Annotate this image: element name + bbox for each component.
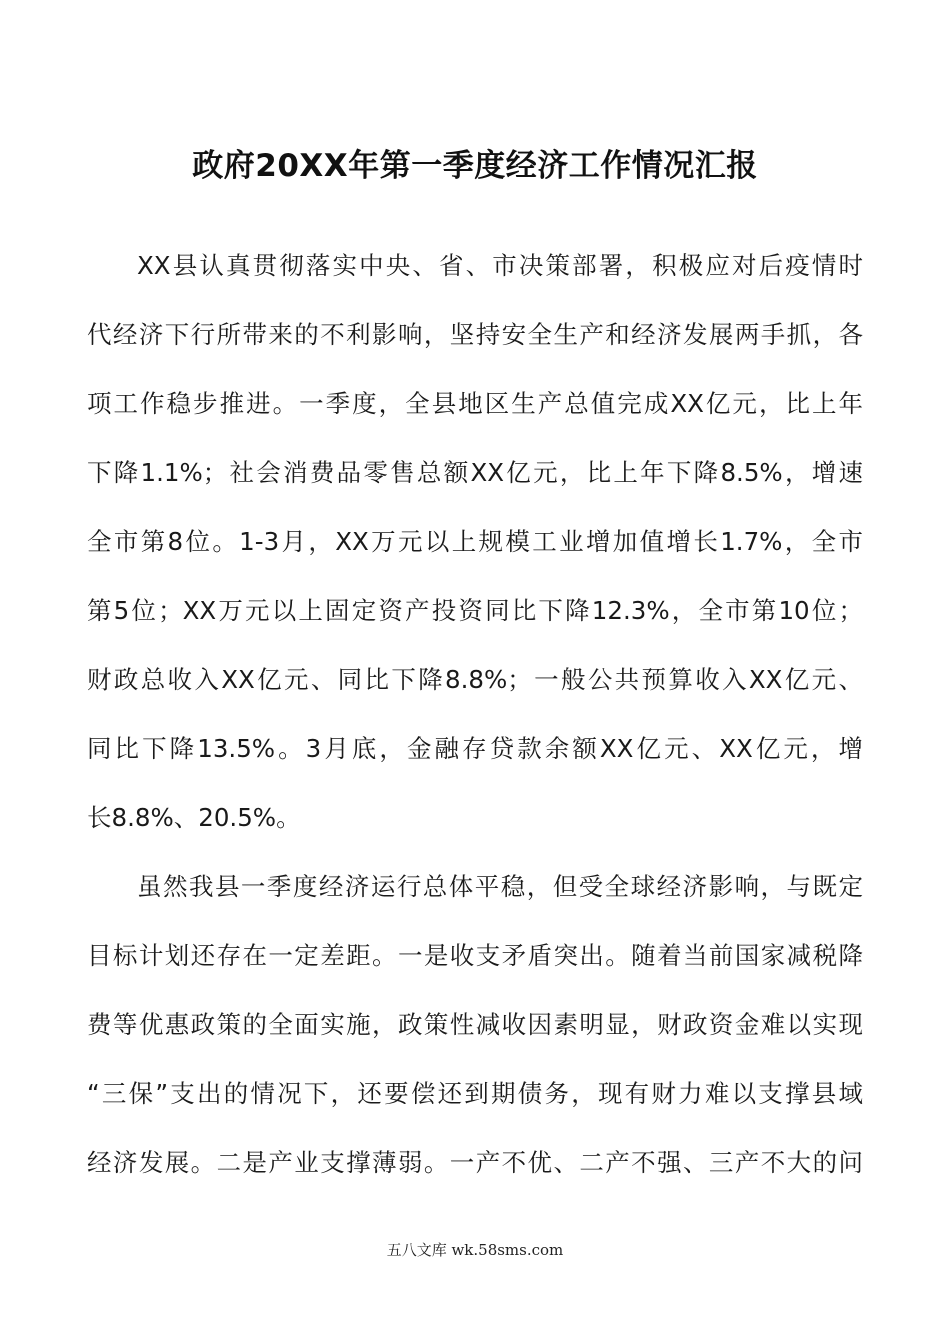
paragraph-2-line-3: 费等优惠政策的全面实施，政策性减收因素明显，财政资金难以实现	[87, 1010, 863, 1039]
paragraph-2-line-1: 虽然我县一季度经济运行总体平稳，但受全球经济影响，与既定	[137, 872, 863, 901]
paragraph-2-line-2: 目标计划还存在一定差距。一是收支矛盾突出。随着当前国家减税降	[87, 941, 863, 970]
paragraph-2-line-5: 经济发展。二是产业支撑薄弱。一产不优、二产不强、三产不大的问	[87, 1148, 863, 1177]
paragraph-1-line-8: 同比下降13.5%。3月底，金融存贷款余额XX亿元、XX亿元，增	[87, 734, 863, 763]
paragraph-1-line-4: 下降1.1%；社会消费品零售总额XX亿元，比上年下降8.5%，增速	[87, 458, 863, 487]
paragraph-1-line-6: 第5位；XX万元以上固定资产投资同比下降12.3%，全市第10位；	[87, 596, 863, 625]
paragraph-1-line-9: 长8.8%、20.5%。	[87, 803, 301, 832]
paragraph-1-line-5: 全市第8位。1-3月，XX万元以上规模工业增加值增长1.7%，全市	[87, 527, 863, 556]
document-title: 政府20XX年第一季度经济工作情况汇报	[192, 148, 758, 184]
paragraph-1-line-1: XX县认真贯彻落实中央、省、市决策部署，积极应对后疫情时	[137, 251, 863, 280]
paragraph-2-line-4: “三保”支出的情况下，还要偿还到期债务，现有财力难以支撑县域	[87, 1079, 863, 1108]
page-footer: 五八文库 wk.58sms.com	[386, 1241, 564, 1259]
paragraph-1-line-3: 项工作稳步推进。一季度，全县地区生产总值完成XX亿元，比上年	[87, 389, 863, 418]
paragraph-1-line-7: 财政总收入XX亿元、同比下降8.8%；一般公共预算收入XX亿元、	[87, 665, 863, 694]
paragraph-1-line-2: 代经济下行所带来的不利影响，坚持安全生产和经济发展两手抓，各	[87, 320, 863, 349]
